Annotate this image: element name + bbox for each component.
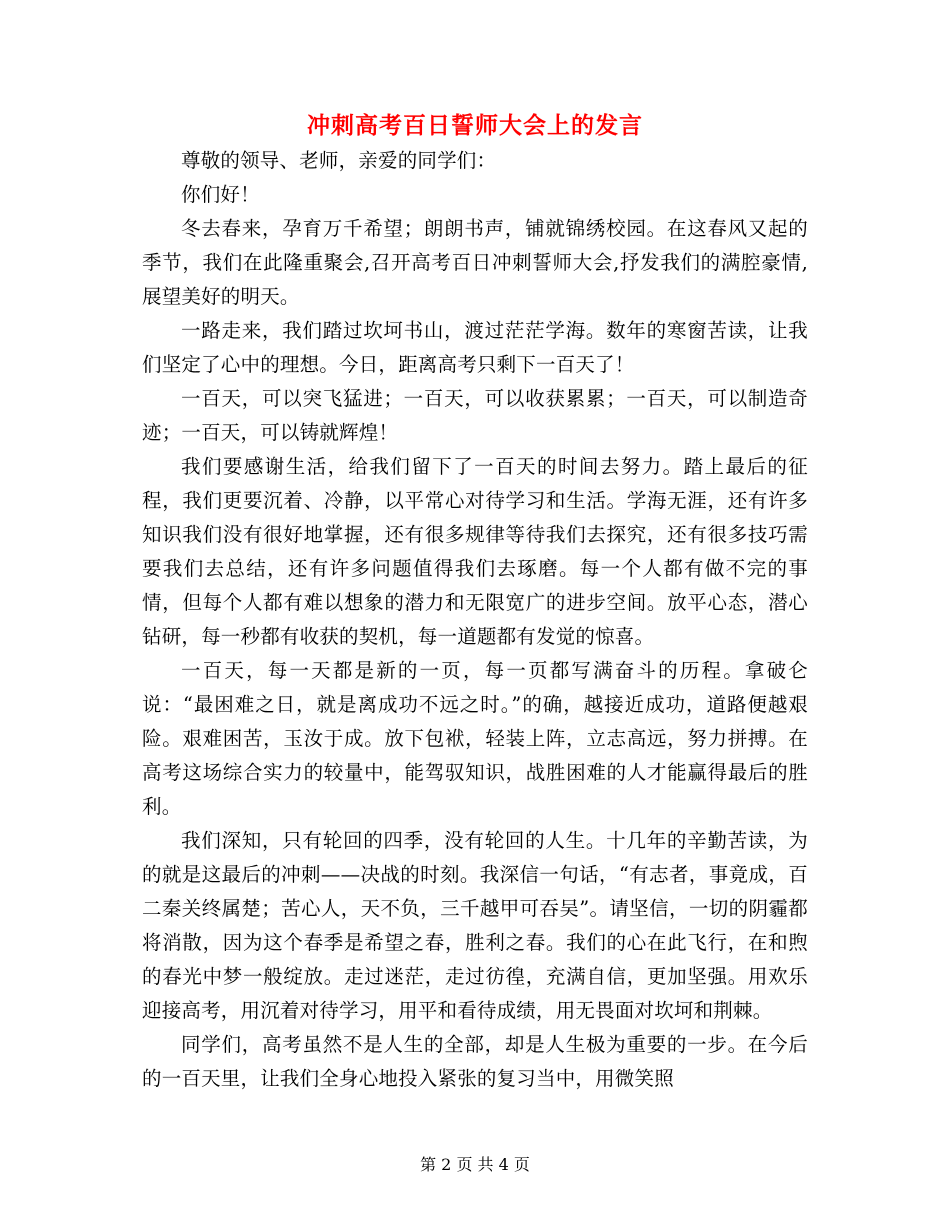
document-body — [142, 144, 808, 1096]
greeting: 你们好！ — [181, 183, 260, 206]
paragraph: 同学们，高考虽然不是人生的全部，却是人生极为重要的一步。在今后的一百天里，让我们全身心地投入紧张的复习当中，用微笑照 — [142, 1033, 808, 1090]
paragraph: 一百天，可以突飞猛进；一百天，可以收获累累；一百天，可以制造奇迹；一百天，可以铸就辉煌！ — [142, 387, 808, 444]
paragraph: 我们深知，只有轮回的四季，没有轮回的人生。十几年的辛勤苦读，为的就是这最后的冲刺——决战的时刻。我深信一句话，“有志者，事竟成，百二秦关终属楚；苦心人，天不负，三千越甲可吞吴”。请坚信，一切的阴霾都将消散，因为这个春季是希望之春，胜利之春。我们的心在此飞行，在和煦的春光中梦一般绽放。走过迷茫，走过彷徨，充满自信，更加坚强。用欢乐迎接高考，用沉着对待学习，用平和看待成绩，用无畏面对坎坷和荆棘。 — [142, 829, 808, 1022]
paragraph: 一路走来，我们踏过坎坷书山，渡过茫茫学海。数年的寒窗苦读，让我们坚定了心中的理想。今日，距离高考只剩下一百天了！ — [142, 319, 808, 376]
paragraph: 一百天，每一天都是新的一页，每一页都写满奋斗的历程。拿破仑说：“最困难之日，就是离成功不远之时。”的确，越接近成功，道路便越艰险。艰难困苦，玉汝于成。放下包袱，轻装上阵，立志高远，努力拼搏。在高考这场综合实力的较量中，能驾驭知识，战胜困难的人才能赢得最后的胜利。 — [142, 659, 808, 818]
paragraph: 冬去春来，孕育万千希望；朗朗书声，铺就锦绣校园。在这春风又起的季节，我们在此隆重聚会,召开高考百日冲刺誓师大会,抒发我们的满腔豪情,展望美好的明天。 — [142, 217, 808, 308]
salutation: 尊敬的领导、老师，亲爱的同学们： — [181, 149, 497, 172]
document-title: 冲刺高考百日誓师大会上的发言 — [307, 112, 643, 139]
paragraph: 我们要感谢生活，给我们留下了一百天的时间去努力。踏上最后的征程，我们更要沉着、冷静，以平常心对待学习和生活。学海无涯，还有许多知识我们没有很好地掌握，还有很多规律等待我们去探究，还有很多技巧需要我们去总结，还有许多问题值得我们去琢磨。每一个人都有做不完的事情，但每个人都有难以想象的潜力和无限宽广的进步空间。放平心态，潜心钻研，每一秒都有收获的契机，每一道题都有发觉的惊喜。 — [142, 455, 808, 648]
page-number: 第 2 页 共 4 页 — [420, 1155, 530, 1174]
